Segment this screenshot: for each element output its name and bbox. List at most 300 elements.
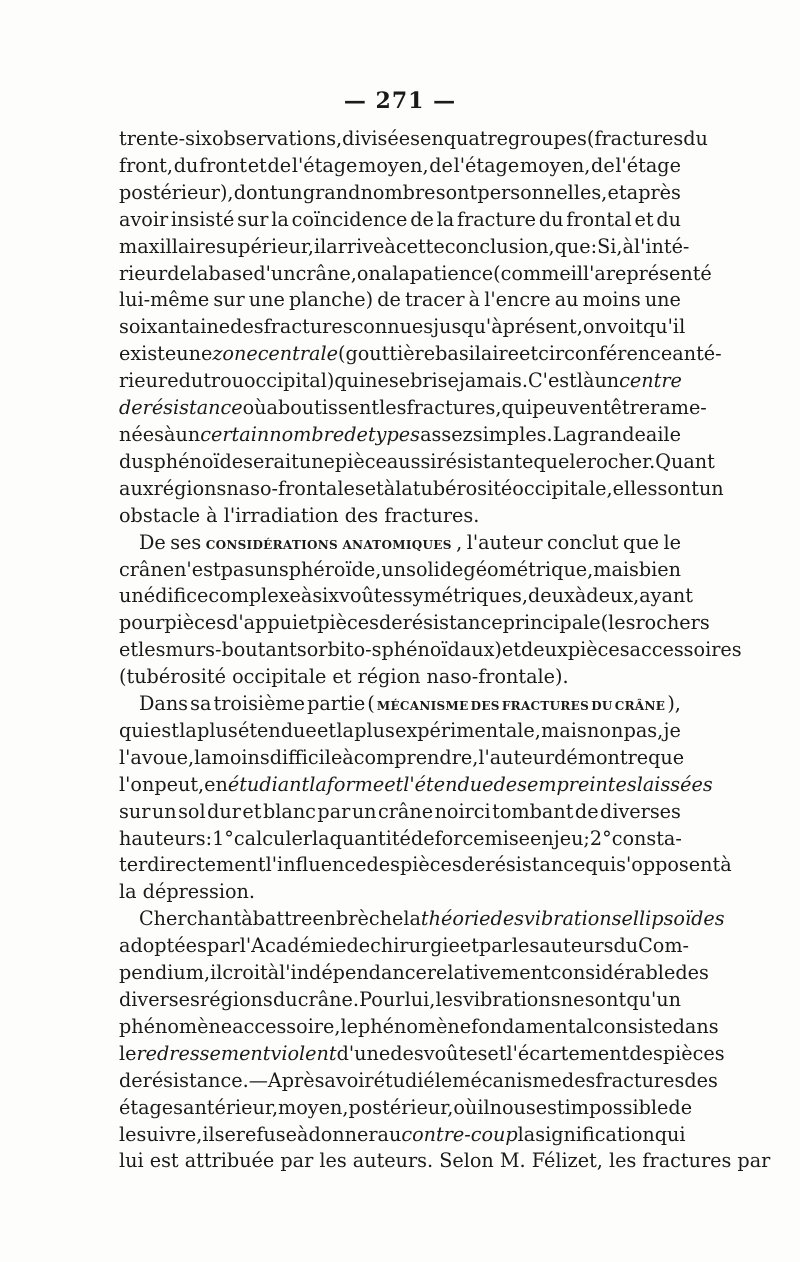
word: tracer [404,288,465,312]
word: nombre [360,180,436,204]
word: en [204,772,228,796]
word: troisième [213,692,305,716]
word: à [384,234,396,258]
word: ( [367,692,375,716]
text-line [119,180,681,207]
word: C'est [527,369,577,393]
word: Com- [638,934,690,958]
word: au [377,1122,402,1146]
word: ter [119,853,148,877]
text-line [119,126,708,153]
text-line [119,637,742,664]
word: considérations [205,532,338,553]
word: pas [220,557,255,581]
word: crâne, [295,261,357,285]
word: du [656,207,681,231]
word: postérieur, [348,1095,454,1119]
word: par [478,934,512,958]
word: l'étage [615,153,681,177]
word: elles [612,476,658,500]
word: antérieur, [183,1095,279,1119]
text-line [119,583,693,610]
word: dans [672,1014,719,1038]
word: au [554,288,579,312]
word: représenté [605,261,712,285]
text-line [119,610,710,637]
word: géométrique, [463,557,594,581]
word: pièces [164,611,227,635]
word: l'encre [484,288,551,312]
word: contre-coup [401,1122,518,1146]
word: d'appui [226,611,299,635]
word: suivre, [136,1122,203,1146]
word: s'opposent [616,853,721,877]
word: et [519,342,539,366]
word: anatomiques [342,532,452,553]
word: de [167,261,191,285]
word: occipital) [244,369,335,393]
text-line [119,1148,771,1175]
word: résistance [402,611,503,635]
word: (tubérosité occipitale et région naso-frontale). [119,665,569,689]
word: il [202,1122,215,1146]
word: moyen, [519,153,591,177]
word: l'écartement [506,1041,630,1065]
word: des [490,907,525,931]
word: avoir [119,207,169,231]
word: symétriques, [402,584,528,608]
text-line [119,826,681,853]
word: obstacle à l'irradiation des fractures. [119,503,480,527]
word: types [367,422,420,446]
text-line [119,933,690,960]
text-line [119,153,681,180]
word: la [190,261,209,285]
word: diverses [600,799,681,823]
word: fractures [595,1068,685,1092]
word: : [205,826,213,850]
word: principale [502,611,601,635]
word: orbito-sphénoïdaux) [306,638,502,662]
word: d'un [253,261,296,285]
word: on [356,261,381,285]
word: occipitale, [512,476,613,500]
word: directement [147,853,266,877]
word: six [312,584,340,608]
word: phénomène [357,1014,472,1038]
word: en [530,826,554,850]
word: , [456,530,463,554]
word: quantité [329,826,411,850]
word: résistance [142,396,243,420]
word: la [194,745,212,769]
text-line [119,422,681,449]
word: des [493,772,527,796]
word: pièces [662,1041,725,1065]
word: centrale [257,342,338,366]
word: du [613,934,639,958]
word: par [317,799,351,823]
word: la [395,476,413,500]
word: battre [252,907,313,931]
word: peuvent [532,396,611,420]
word: une [176,342,213,366]
word: brèche [336,907,404,931]
word: les [435,988,463,1011]
word: après [626,180,681,204]
word: trente-six [119,127,212,150]
word: (gouttière [337,342,436,366]
word: arrive [326,234,385,258]
word: du [538,207,564,231]
word: des [230,315,264,339]
word: crâne. [297,988,359,1011]
word: étendue [237,718,317,742]
word: l'auteur [466,530,543,554]
word: croit [222,961,268,985]
word: de [346,934,371,958]
text-line [119,341,722,368]
word: rocher. [586,449,656,473]
word: le [569,449,587,473]
word: du [173,153,199,177]
word: un [175,422,201,446]
word: pièces [567,638,630,662]
word: dont [233,180,278,204]
word: mécanisme [376,694,469,715]
word: étudié [373,1068,435,1092]
paragraph [119,691,732,906]
word: grande [576,422,646,446]
word: adoptées [119,934,207,958]
word: la [392,261,410,285]
text-line [119,530,681,557]
word: et [459,934,479,958]
word: tombant [492,799,574,823]
word: crâne [378,799,434,823]
word: à [468,288,481,312]
word: des [675,961,709,985]
word: deux [520,638,568,662]
word: l'étendue [403,772,494,796]
word: la [336,718,354,742]
word: moyen, [278,1095,349,1119]
word: la dépression. [119,880,255,904]
word: résistante [436,449,534,473]
word: maxillaire [119,234,216,258]
word: personnelles, [477,180,608,204]
word: front [199,153,247,177]
word: de [429,153,453,177]
word: (fractures [586,127,684,150]
word: il [570,261,583,285]
word: résistance. [142,1068,249,1092]
word: calculer [233,826,312,850]
word: étages [119,1095,183,1119]
word: qu'il [643,315,686,339]
word: pièce [334,449,387,473]
word: de [119,1068,143,1092]
word: jusqu'à [433,315,503,339]
word: la [517,1122,536,1146]
word: considérable [550,961,676,985]
word: des [684,1068,718,1092]
word: crâne [614,694,666,715]
word: un [351,799,377,823]
word: diverses [119,988,200,1011]
word: moins [582,288,641,312]
text-line [119,852,732,879]
word: quatre [443,127,509,150]
text-line [119,987,681,1014]
word: voit [606,315,644,339]
word: partie [307,692,366,716]
word: fractures [501,694,590,715]
word: l'étage [453,153,520,177]
word: pièces [400,853,462,877]
word: sphéroïde, [278,557,382,581]
text-line [119,799,681,826]
word: des [366,853,401,877]
text-line [119,1041,725,1068]
word: et [298,611,318,635]
word: que [623,530,660,554]
word: forme [326,772,385,796]
word: et [119,638,139,662]
word: à [267,961,280,985]
word: qui [654,1122,686,1146]
word: de [574,799,599,823]
word: qui [119,718,150,742]
word: est [535,1095,565,1119]
word: à [720,853,732,877]
word: du [272,988,298,1011]
word: De [139,530,166,554]
word: ellipsoïdes [621,907,725,931]
word: frontal [566,207,632,231]
word: noirci [434,799,491,823]
word: circonférence [538,342,673,366]
word: les [379,396,407,420]
word: nous [489,1095,536,1119]
word: à [622,234,634,258]
word: solide [406,557,464,581]
word: plus [354,718,395,742]
word: peut, [154,772,205,796]
word: sont [435,180,478,204]
word: et [634,207,654,231]
word: voûtes [339,584,403,608]
word: vibrations [463,988,561,1011]
word: il [477,1095,490,1119]
word: moins [211,745,270,769]
word: je [663,718,681,742]
word: la [309,772,327,796]
word: un [119,584,144,608]
text-line [119,1068,718,1095]
word: cette [395,234,445,258]
word: la [436,207,455,231]
word: fractures [263,315,353,339]
word: impossible [564,1095,669,1119]
word: simples. [472,422,553,446]
word: planche) [288,288,374,312]
word: en [419,127,444,150]
word: brise [410,369,459,393]
word: la [403,907,421,931]
word: résistance [485,853,586,877]
word: Cherchant [139,907,242,931]
word: des [629,1041,663,1065]
word: n'est [174,557,221,581]
word: chirurgie [370,934,460,958]
text-line [119,664,681,691]
word: fondamental [471,1014,594,1038]
word: Pour [359,988,405,1011]
word: nombre [269,422,345,446]
word: relativement [426,961,551,985]
word: et [242,799,262,823]
word: donner [308,1122,378,1146]
word: là [576,369,595,393]
word: trou [203,369,244,393]
word: une [248,288,285,312]
word: où [453,1095,478,1119]
word: lui, [404,988,436,1011]
word: qui [585,853,617,877]
word: la [179,718,197,742]
word: sphénoïde [143,449,244,473]
word: consta- [611,826,682,850]
word: un [698,476,724,500]
word: un [277,180,303,204]
word: fractures, [406,396,502,420]
word: jeu; [553,826,590,850]
word: pendium, [119,961,211,985]
word: du [178,369,204,393]
text-line [119,772,713,799]
word: de [410,207,434,231]
word: existe [119,342,177,366]
word: démontre [554,745,649,769]
word: à [383,476,396,500]
word: sont [584,988,627,1011]
word: certain [200,422,270,446]
word: du [683,127,708,150]
text-line [119,879,681,906]
word: il [314,234,327,258]
word: conclusion, [444,234,555,258]
word: crâne [119,557,175,581]
word: refuse [235,1122,297,1146]
word: rieure [119,369,179,393]
word: consiste [593,1014,673,1038]
word: l'on [119,772,155,796]
text-line [119,234,690,261]
word: à [300,584,313,608]
word: tubérosité [412,476,513,500]
word: deux [528,584,575,608]
word: à [241,907,253,931]
word: où [242,396,267,420]
word: violent [270,1041,337,1065]
word: sur [213,288,245,312]
word: plus [197,718,238,742]
word: pour [119,611,165,635]
word: qui [334,369,366,393]
word: mécanisme [452,1068,562,1092]
word: murs-boutants [165,638,307,662]
text-line [119,906,725,933]
word: accessoires [629,638,742,662]
word: les [511,934,540,958]
text-line [119,314,686,341]
word: empreintes [526,772,637,796]
page-number: — 271 — [343,88,457,114]
text-line [119,1095,693,1122]
word: aile [645,422,681,446]
word: La [552,422,577,446]
text-line [119,503,681,530]
paragraph [119,126,724,530]
word: rieur [119,261,168,285]
word: avoir [324,1068,374,1092]
word: par [206,934,240,958]
word: soixantaine [119,315,231,339]
word: postérieur), [119,180,234,204]
text-line [119,557,681,584]
text-line [119,449,715,476]
text-line [119,287,681,314]
word: l'influence [265,853,367,877]
word: en [312,907,337,931]
word: se [214,1122,236,1146]
word: insisté [170,207,235,231]
word: front, [119,153,173,177]
word: le [340,1014,358,1038]
word: blanc [262,799,316,823]
word: accessoire, [232,1014,341,1038]
word: de [591,153,615,177]
word: phénomène [119,1014,233,1038]
word: et [487,1041,507,1065]
word: Quant [655,449,715,473]
word: rame- [650,396,707,420]
word: et [247,153,267,177]
word: est [150,718,179,742]
word: présent, [502,315,583,339]
word: connues [352,315,434,339]
word: les [138,638,166,662]
word: l'indépendance [279,961,427,985]
word: étudiant [227,772,310,796]
word: 2° [589,826,612,850]
word: un [254,557,279,581]
word: il [210,961,223,985]
word: a [380,261,393,285]
word: patience [409,261,494,285]
word: l'a [582,261,606,285]
word: une [298,449,335,473]
word: divisées [342,127,420,150]
word: sol [178,799,206,823]
word: à [574,584,587,608]
word: aboutissent [266,396,380,420]
word: à [342,745,354,769]
word: le [119,1122,137,1146]
text-line [119,261,712,288]
text-line [119,476,724,503]
